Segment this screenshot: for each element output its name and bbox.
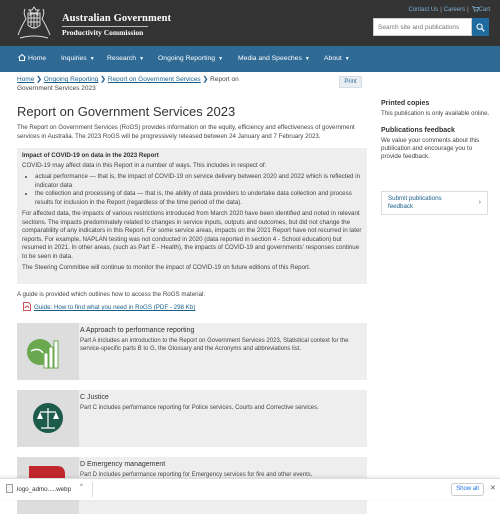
list-item: • the collection and processing of data — that is, the ability of data providers to undertake data collection and process results for inclusion in the Report (regardless of the time period of the data). xyxy=(35,190,362,207)
notice-list xyxy=(35,173,362,207)
gov-title: Australian Government xyxy=(62,13,172,24)
feedback-text: We value your comments about this publication and encourage you to provide feedback. xyxy=(381,137,480,160)
nav-inquiries[interactable] xyxy=(61,46,95,72)
gov-subtitle: Productivity Commission xyxy=(62,28,144,37)
nav-home[interactable] xyxy=(18,46,46,72)
nav-home-label: Home xyxy=(28,55,47,62)
nav-media-label: Media and Speeches xyxy=(238,55,302,62)
site-header xyxy=(0,0,500,46)
part-d-description: Part D includes performance reporting for Emergency services for fire and other events. xyxy=(80,472,313,478)
chevron-down-icon: ▼ xyxy=(139,56,145,62)
download-bar xyxy=(0,478,500,500)
pdf-icon xyxy=(23,302,31,311)
breadcrumb xyxy=(17,76,272,93)
coat-of-arms-logo[interactable] xyxy=(12,5,56,41)
guide-intro: A guide is provided which outlines how to access the RoGS material: xyxy=(17,291,206,298)
chevron-down-icon: ▼ xyxy=(344,56,350,62)
breadcrumb-ongoing-reporting[interactable]: Ongoing Reporting xyxy=(43,76,99,83)
cart-link[interactable]: Cart xyxy=(478,7,490,13)
part-a-title: A Approach to performance reporting xyxy=(80,327,195,334)
utility-links: Contact Us | Careers | Cart xyxy=(408,7,490,13)
feedback-heading: Publications feedback xyxy=(381,127,455,134)
search-button[interactable] xyxy=(472,18,489,36)
covid-notice xyxy=(17,148,367,284)
nav-about-label: About xyxy=(324,55,342,62)
contact-link[interactable]: Contact Us xyxy=(408,7,439,13)
notice-paragraph: For affected data, the impacts of various restrictions introduced from March 2020 have been identified and noted in relevant sections. The impacts predominately related to changes in service inputs, outputs and outcomes, but did not change the comparability of any indicators in this Report. For some service areas, impacts on the 2021 Report have not recurred in later reports. For example, NAPLAN testing was not conducted in 2020 (data reported in section 4 - School education) but resumed in 2021. In other areas, (such as Part E - Health), the impacts of COVID-19 and governments' responses continue to be seen in data. xyxy=(22,210,362,260)
sidebar xyxy=(381,100,491,161)
cart-icon xyxy=(472,6,479,12)
part-c-tile xyxy=(17,390,79,447)
file-icon xyxy=(6,484,13,493)
breadcrumb-rogs[interactable]: Report on Government Services xyxy=(107,76,201,83)
nav-research-label: Research xyxy=(107,55,137,62)
print-button[interactable]: Print xyxy=(339,76,362,88)
chart-growth-icon xyxy=(17,323,79,380)
nav-research[interactable] xyxy=(107,46,144,72)
printed-copies-text: This publication is only available online. xyxy=(381,110,490,117)
chevron-right-icon: ❯ xyxy=(202,76,209,83)
nav-media[interactable] xyxy=(238,46,310,72)
intro-text: The Report on Government Services (RoGS) provides information on the equity, efficiency and effectiveness of government services in Australia. The 2023 RoGS will be progressively released between 24 January and 7 February 2023. xyxy=(17,124,355,140)
part-a-tile xyxy=(17,323,79,380)
part-c-title: C Justice xyxy=(80,394,109,401)
nav-inquiries-label: Inquiries xyxy=(61,55,87,62)
guide-pdf-link[interactable]: Guide: How to find what you need in RoGS (PDF - 298 Kb) xyxy=(34,304,196,311)
search-input[interactable] xyxy=(373,18,472,36)
breadcrumb-home[interactable]: Home xyxy=(17,76,35,83)
main-nav xyxy=(0,46,500,72)
close-icon[interactable]: ✕ xyxy=(490,485,496,492)
download-filename: logo_admo.....webp xyxy=(17,486,72,493)
chevron-right-icon: ❯ xyxy=(36,76,42,83)
chevron-up-icon[interactable]: ^ xyxy=(80,484,83,490)
part-d-title: D Emergency management xyxy=(80,461,166,468)
notice-heading: Impact of COVID-19 on data in the 2023 Report xyxy=(22,152,159,159)
nav-ongoing-reporting[interactable] xyxy=(158,46,223,72)
chevron-right-icon: › xyxy=(478,199,481,206)
guide-link-row xyxy=(23,302,195,311)
download-item[interactable] xyxy=(6,484,71,493)
chevron-down-icon: ▼ xyxy=(304,56,310,62)
part-c-description: Part C includes performance reporting for Police services, Courts and Corrective services. xyxy=(80,405,319,411)
title-divider xyxy=(62,26,148,27)
part-card-c[interactable] xyxy=(17,390,367,447)
list-item: • actual performance — that is, the impact of COVID-19 on service delivery between 2020 and 2022 which is reflected in indicator data xyxy=(35,173,362,190)
notice-lead: COVID-19 may affect data in this Report in a number of ways. This includes in respect of: xyxy=(22,161,267,169)
scales-of-justice-icon xyxy=(17,390,79,447)
home-icon xyxy=(18,54,26,61)
page-title: Report on Government Services 2023 xyxy=(17,104,236,119)
breadcrumb-current: Report on Government Services 2023 xyxy=(17,76,239,92)
part-card-a[interactable] xyxy=(17,323,367,380)
chevron-down-icon: ▼ xyxy=(89,56,95,62)
careers-link[interactable]: Careers xyxy=(443,7,466,13)
notice-paragraph: The Steering Committee will continue to monitor the impact of COVID-19 on future editions of this Report. xyxy=(22,264,311,271)
printed-copies-heading: Printed copies xyxy=(381,100,430,107)
part-a-description: Part A includes an introduction to the Report on Government Services 2023, Statistical context for the service-specific parts B to G, the Glossary and the Acronyms and abbreviations list. xyxy=(80,338,349,352)
nav-ongoing-label: Ongoing Reporting xyxy=(158,55,216,62)
chevron-right-icon: ❯ xyxy=(100,76,106,83)
chevron-down-icon: ▼ xyxy=(218,56,224,62)
divider xyxy=(92,482,93,497)
submit-feedback-label: Submit publications feedback xyxy=(388,195,442,210)
nav-about[interactable] xyxy=(324,46,350,72)
submit-feedback-button[interactable] xyxy=(381,191,488,215)
search-icon xyxy=(476,23,485,32)
show-all-button[interactable]: Show all xyxy=(451,483,484,496)
